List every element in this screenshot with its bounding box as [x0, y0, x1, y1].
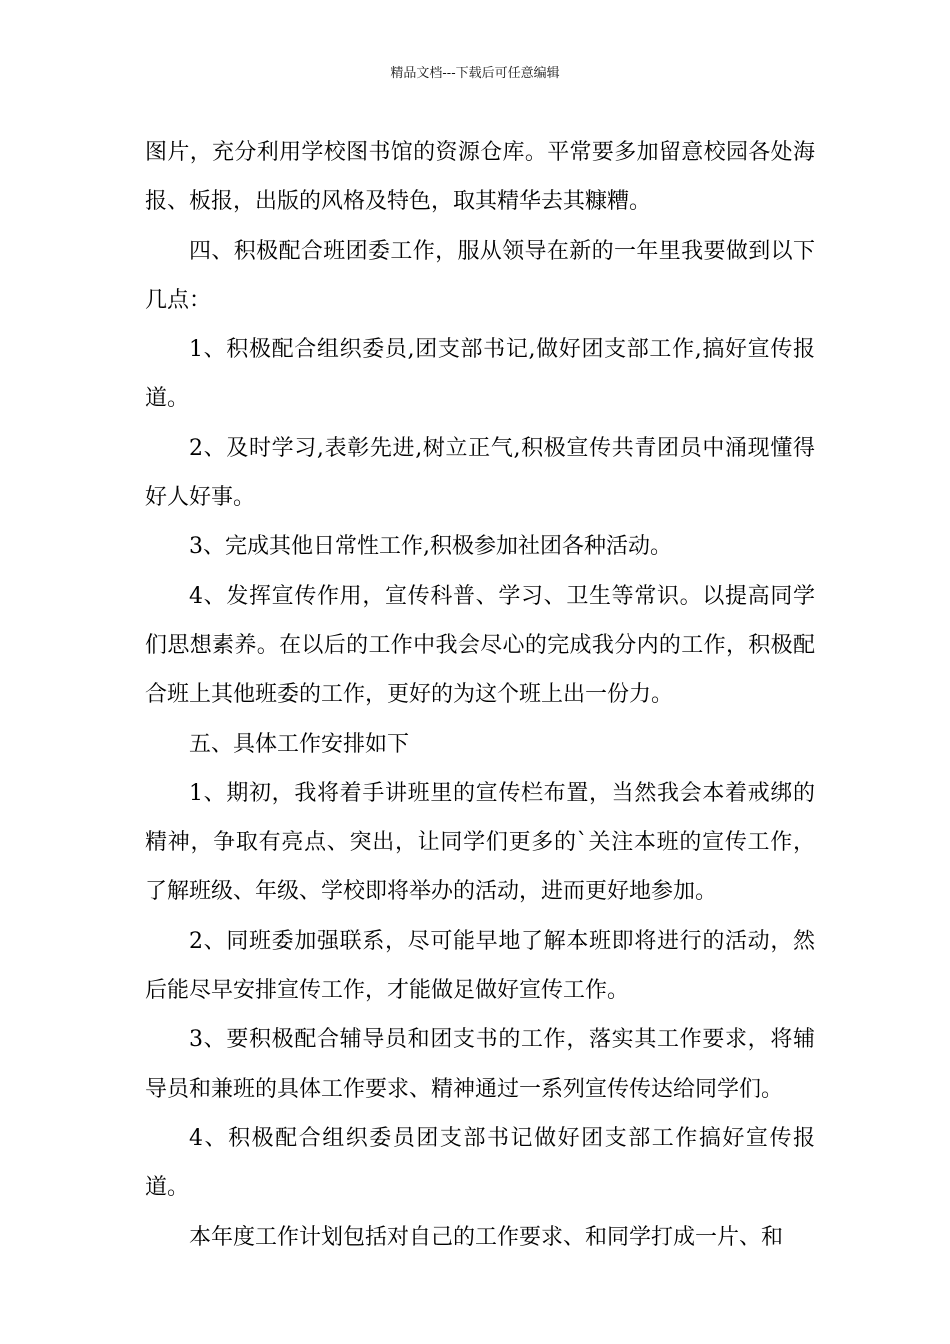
- paragraph-summary: 本年度工作计划包括对自己的工作要求、和同学打成一片、和: [189, 1224, 784, 1250]
- paragraph-item: 4、发挥宣传作用，宣传科普、学习、卫生等常识。以提高同学们思想素养。在以后的工作中我会尽心的完成我分内的工作，积极配合班上其他班委的工作，更好的为这个班上出一份力。: [145, 583, 815, 708]
- paragraph-item: 3、完成其他日常性工作,积极参加社团各种活动。: [189, 534, 672, 560]
- paragraph-item: 1、期初，我将着手讲班里的宣传栏布置，当然我会本着戒绑的精神，争取有亮点、突出，让同学们更多的`关注本班的宣传工作，了解班级、年级、学校即将举办的活动，进而更好地参加。: [145, 780, 815, 905]
- paragraph-item: 2、同班委加强联系，尽可能早地了解本班即将进行的活动，然后能尽早安排宣传工作，才能做足做好宣传工作。: [145, 928, 815, 1004]
- document-body: [145, 128, 815, 1262]
- paragraph-item: 2、及时学习,表彰先进,树立正气,积极宣传共青团员中涌现懂得好人好事。: [145, 435, 815, 511]
- page-header: 精品文档---下载后可任意编辑: [390, 66, 560, 81]
- paragraph-continuation: 图片，充分利用学校图书馆的资源仓库。平常要多加留意校园各处海报、板报，出版的风格及特色，取其精华去其糠糟。: [145, 140, 815, 215]
- paragraph-item: 3、要积极配合辅导员和团支书的工作，落实其工作要求，将辅导员和兼班的具体工作要求、精神通过一系列宣传传达给同学们。: [145, 1027, 815, 1102]
- paragraph-section-four: 四、积极配合班团委工作，服从领导在新的一年里我要做到以下几点：: [145, 238, 815, 313]
- paragraph-item: 1、积极配合组织委员,团支部书记,做好团支部工作,搞好宣传报道。: [145, 337, 815, 412]
- paragraph-section-five: 五、具体工作安排如下: [189, 731, 410, 757]
- paragraph-item: 4、积极配合组织委员团支部书记做好团支部工作搞好宣传报道。: [145, 1125, 815, 1201]
